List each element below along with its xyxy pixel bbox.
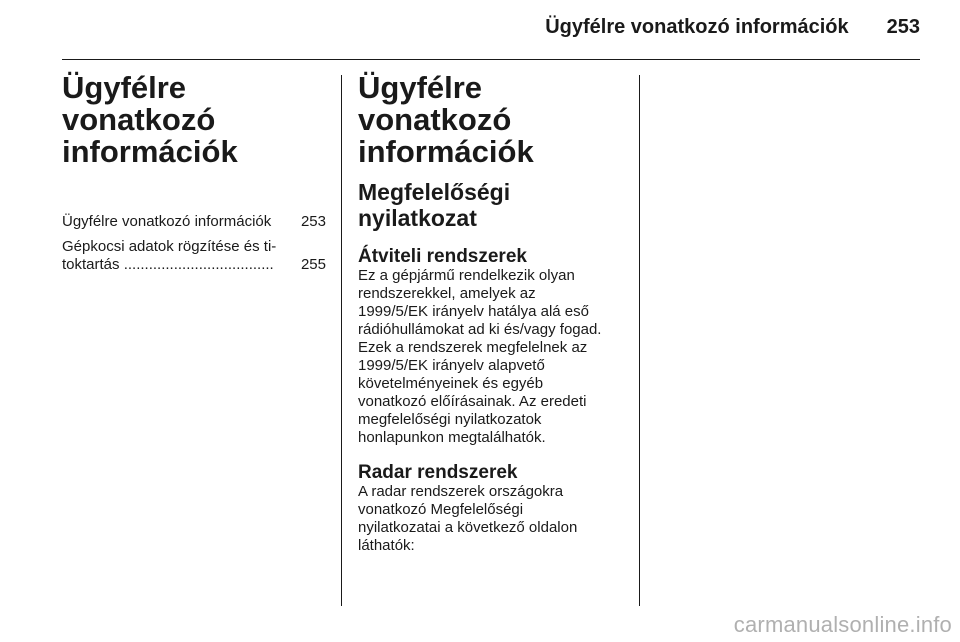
main-content	[358, 72, 626, 555]
toc-entry-text: Ügyfélre vonatkozó információk	[62, 213, 272, 230]
running-header	[545, 16, 920, 39]
toc-entry-page: 253	[300, 213, 326, 230]
header-rule	[62, 59, 920, 60]
toc-entry-text	[62, 238, 295, 274]
toc-title: Ügyfélre vonatkozó információk	[62, 70, 238, 169]
subsection-body: A radar rendszerek országokra vonatkozó Megfelelőségi nyilatkozatai a következő oldalon láthatók:	[358, 483, 578, 554]
content-title: Ügyfélre vonatkozó információk	[358, 70, 534, 169]
column-divider-right	[639, 75, 640, 606]
page-number: 253	[886, 16, 920, 38]
toc-entry[interactable]	[62, 238, 326, 274]
running-header-title: Ügyfélre vonatkozó információk	[545, 16, 849, 38]
table-of-contents	[62, 72, 326, 281]
toc-entry-page: 255	[300, 256, 326, 273]
subsection-title: Radar rendszerek	[358, 462, 518, 483]
section-title: Megfelelőségi nyilatkozat	[358, 179, 511, 231]
subsection-title: Átviteli rendszerek	[358, 246, 527, 267]
toc-entry[interactable]	[62, 213, 326, 231]
subsection-body: Ez a gépjármű rendelkezik olyan rendszerekkel, amelyek az 1999/5/EK irányelv hatálya alá eső rádióhullámokat ad ki és/vagy fogad. Ezek a rendszerek megfelelnek az 1999/5/EK irányelv alapvető követelményeinek és egyéb vonatkozó előírásainak. Az eredeti megfelelőségi nyilatkozatok honlapunkon megtalálhatók.	[358, 267, 602, 446]
column-divider-left	[341, 75, 342, 606]
toc-entry-text-line2: toktartás ....................................	[62, 256, 274, 273]
watermark: carmanualsonline.info	[733, 612, 952, 637]
toc-entry-text-line1: Gépkocsi adatok rögzítése és ti-	[62, 238, 277, 255]
toc-list	[62, 213, 326, 274]
